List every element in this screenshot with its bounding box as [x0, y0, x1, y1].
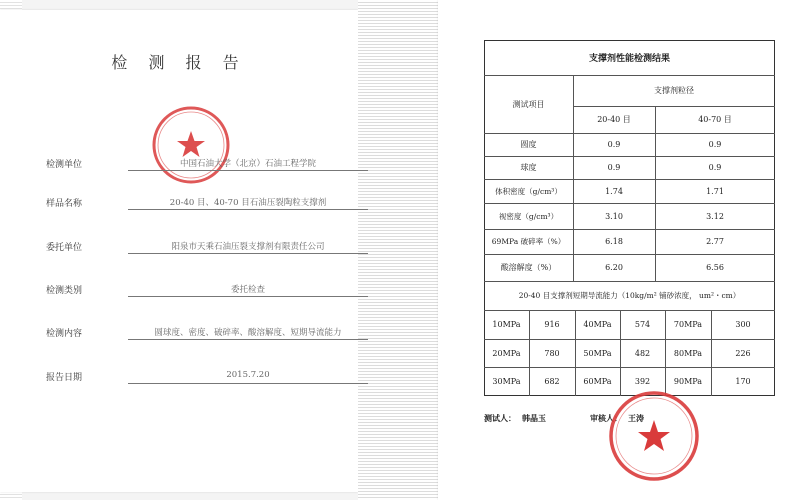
flow-pressure: 90MPa: [673, 377, 703, 386]
field-value: 2015.7.20: [226, 370, 270, 380]
page-gap: [358, 0, 438, 500]
flow-value: 780: [544, 348, 560, 358]
size-header: 支撑剂粒径: [654, 86, 694, 95]
field-label: 报告日期: [46, 373, 83, 383]
row-value: 0.9: [607, 163, 621, 172]
flow-pressure: 30MPa: [492, 377, 521, 386]
field-label: 检测单位: [46, 160, 83, 170]
flow-title: 20-40 目支撑剂短期导流能力（10kg/m² 铺砂浓度， um²・cm）: [518, 291, 741, 300]
flow-value: 170: [735, 377, 751, 386]
flow-value: 682: [544, 377, 560, 386]
flow-value: 392: [634, 377, 651, 386]
row-value: 3.10: [605, 211, 623, 221]
flow-pressure: 20MPa: [492, 348, 521, 358]
field-value: 圆球度、密度、破碎率、酸溶解度、短期导流能力: [154, 328, 342, 338]
flow-pressure: 40MPa: [583, 320, 612, 329]
flow-value: 482: [634, 348, 651, 358]
flow-pressure: 50MPa: [583, 348, 612, 358]
row-value: 1.71: [706, 186, 724, 196]
row-value: 6.20: [605, 263, 623, 272]
row-value: 0.9: [607, 140, 621, 149]
flow-value: 916: [544, 320, 560, 329]
item-header: 测试项目: [512, 99, 545, 109]
reviewer-label: 审核人：: [590, 413, 622, 423]
flow-value: 300: [735, 320, 751, 329]
field-value: 阳泉市天乘石油压裂支撑剂有限责任公司: [171, 242, 325, 252]
row-value: 0.9: [708, 140, 722, 149]
tester-label: 测试人：: [484, 413, 516, 423]
row-value: 6.56: [706, 263, 724, 272]
report-title: 检 测 报 告: [111, 53, 247, 72]
official-seal: [150, 104, 232, 186]
field-label: 样品名称: [46, 199, 83, 209]
tester-name: 韩晶玉: [522, 413, 546, 423]
row-label: 酸溶解度（%）: [500, 263, 557, 272]
flow-pressure: 80MPa: [673, 348, 703, 358]
flow-value: 226: [735, 348, 751, 358]
field-value: 20-40 目、40-70 目石油压裂陶粒支撑剂: [169, 198, 327, 208]
row-label: 圆度: [520, 140, 537, 149]
row-value: 2.77: [706, 237, 724, 246]
row-value: 3.12: [706, 211, 724, 221]
row-label: 视密度（g/cm³）: [498, 211, 559, 221]
row-label: 球度: [520, 163, 537, 172]
flow-pressure: 70MPa: [673, 320, 703, 329]
flow-pressure: 10MPa: [492, 320, 521, 329]
field-label: 委托单位: [46, 243, 83, 253]
table-title: 支撑剂性能检测结果: [588, 54, 670, 64]
row-label: 体积密度（g/cm³）: [495, 186, 562, 196]
field-value: 中国石油大学（北京）石油工程学院: [179, 159, 316, 169]
flow-value: 574: [634, 320, 651, 329]
field-label: 检测类别: [46, 286, 83, 296]
field-label: 检测内容: [46, 329, 83, 339]
reviewer-name: 王涛: [628, 413, 644, 423]
row-label: 69MPa 破碎率（%）: [491, 237, 566, 246]
size-20-40: 20-40 目: [597, 115, 631, 124]
flow-pressure: 60MPa: [583, 377, 612, 386]
row-value: 1.74: [605, 186, 623, 196]
row-value: 0.9: [708, 163, 722, 172]
field-value: 委托检查: [230, 285, 265, 295]
official-seal: [606, 388, 702, 484]
row-value: 6.18: [605, 237, 623, 246]
size-40-70: 40-70 目: [698, 115, 732, 124]
